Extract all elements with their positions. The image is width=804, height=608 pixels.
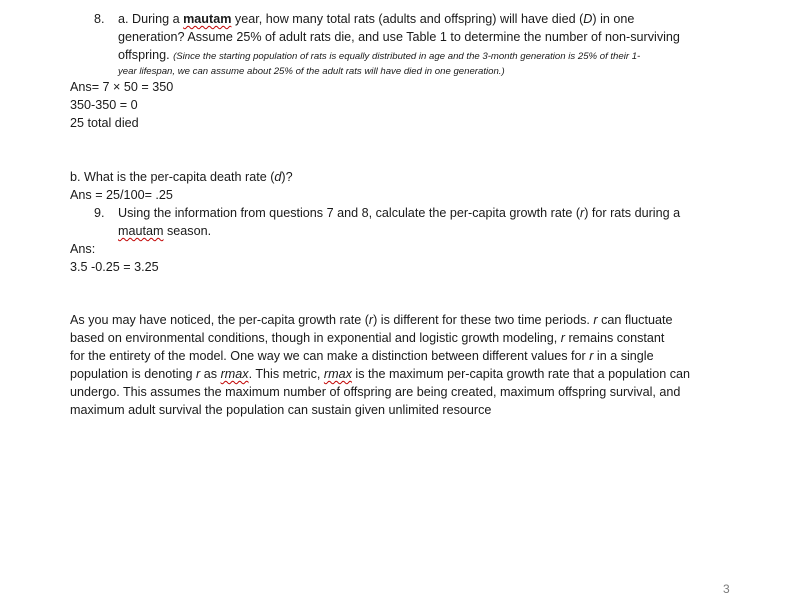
- para-text: for the entirety of the model. One way we can make a distinction between different values for: [70, 349, 590, 363]
- mautam-word: mautam: [118, 224, 164, 238]
- para-text: As you may have noticed, the per-capita growth rate (: [70, 313, 369, 327]
- q8a-line-1: [118, 10, 634, 28]
- para-text: population is denoting: [70, 367, 197, 381]
- variable-D: D: [583, 12, 593, 26]
- paragraph-line-6: maximum adult survival the population can sustain given unlimited resource: [70, 403, 492, 417]
- q8a-line-2: generation? Assume 25% of adult rats die, and use Table 1 to determine the number of non-surviving: [118, 30, 680, 44]
- variable-r: r: [196, 367, 201, 381]
- q9-text: ) for rats during a: [584, 206, 681, 220]
- q8b-text: )?: [281, 170, 293, 184]
- variable-r: r: [368, 313, 374, 327]
- q8a-note: (Since the starting population of rats is equally distributed in age and the 3-month generation is 25% of their 1-: [173, 51, 641, 62]
- q9-answer-label: Ans:: [70, 242, 96, 256]
- para-text: . This metric,: [248, 367, 324, 381]
- para-text: is the maximum per-capita growth rate that a population can: [351, 367, 691, 381]
- q9-answer-value: 3.5 -0.25 = 3.25: [70, 260, 159, 274]
- variable-r: r: [580, 206, 585, 220]
- page-number: 3: [723, 582, 730, 596]
- q9-line-2: [118, 222, 211, 240]
- variable-rmax: rmax: [323, 367, 352, 381]
- q8a-answer-3: 25 total died: [70, 116, 139, 130]
- paragraph-line-3: [70, 347, 654, 365]
- paragraph-line-4: [70, 365, 690, 383]
- q8b-question: [70, 168, 293, 186]
- paragraph-line-2: [70, 329, 664, 347]
- q9-text: season.: [163, 224, 212, 238]
- mautam-word: mautam: [183, 12, 232, 26]
- paragraph-line-5: undergo. This assumes the maximum number of offspring are being created, maximum offspring survival, and: [70, 385, 681, 399]
- q8a-answer-1: Ans= 7 × 50 = 350: [70, 80, 174, 94]
- q9-line-1: [118, 204, 680, 222]
- q8a-answer-2: 350-350 = 0: [70, 98, 138, 112]
- para-text: ) is different for these two time periods.: [373, 313, 594, 327]
- q9-number: 9.: [94, 206, 105, 220]
- q8a-text: year, how many total rats (adults and offspring) will have died (: [231, 12, 584, 26]
- q9-text: Using the information from questions 7 and 8, calculate the per-capita growth rate (: [118, 206, 581, 220]
- variable-d: d: [274, 170, 282, 184]
- para-text: as: [200, 367, 221, 381]
- variable-r: r: [560, 331, 565, 345]
- q8b-answer: Ans = 25/100= .25: [70, 188, 173, 202]
- q8b-text: b. What is the per-capita death rate (: [70, 170, 275, 184]
- q8-number: 8.: [94, 12, 105, 26]
- q8a-text: a. During a: [118, 12, 184, 26]
- para-text: in a single: [593, 349, 654, 363]
- q8a-text: offspring.: [118, 48, 174, 62]
- para-text: based on environmental conditions, though in exponential and logistic growth modeling,: [70, 331, 561, 345]
- variable-r: r: [589, 349, 594, 363]
- q8a-note-line-2: year lifespan, we can assume about 25% of the adult rats will have died in one generation.): [118, 66, 505, 77]
- q8a-text: ) in one: [592, 12, 635, 26]
- para-text: remains constant: [564, 331, 665, 345]
- variable-rmax: rmax: [220, 367, 249, 381]
- paragraph-line-1: [70, 311, 673, 329]
- variable-r: r: [593, 313, 598, 327]
- para-text: can fluctuate: [597, 313, 673, 327]
